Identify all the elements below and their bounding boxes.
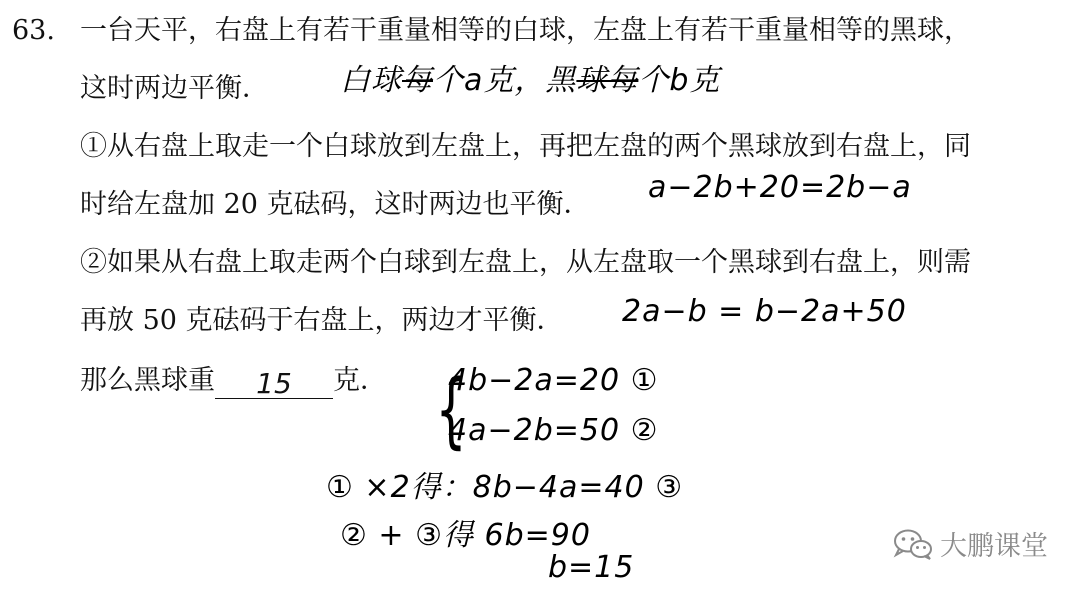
note-struck-1: 每 [402,63,433,98]
problem-line-4: 时给左盘加 20 克砝码，这时两边也平衡． [80,189,591,220]
answer-value: 15 [256,367,292,400]
problem-line-3: ①从右盘上取走一个白球放到左盘上，再把左盘的两个黑球放到右盘上，同 [80,131,971,162]
watermark-text: 大鹏课堂 [940,531,1048,562]
answer-line [80,364,387,399]
handwritten-step-2: ② + ③得 6b=90 [340,518,591,553]
answer-blank [215,368,333,399]
note-struck-2: 球每 [576,63,639,98]
handwritten-system-2: 4a−2b=50 ② [448,413,659,448]
problem-number: 63. [12,15,55,46]
problem-line-5: ②如果从右盘上取走两个白球到左盘上，从左盘取一个黑球到右盘上，则需 [80,247,971,278]
answer-prefix: 那么黑球重 [80,365,215,396]
handwritten-equation-2: 2a−b = b−2a+50 [622,294,907,329]
handwritten-system-1: 4b−2a=20 ① [448,363,659,398]
handwritten-step-3: b=15 [548,550,635,585]
handwritten-equation-1: a−2b+20=2b−a [648,170,912,205]
problem-line-1: 一台天平，右盘上有若干重量相等的白球，左盘上有若干重量相等的黑球， [80,15,971,46]
wechat-icon [892,528,934,560]
problem-line-6: 再放 50 克砝码于右盘上，两边才平衡． [80,305,564,336]
note-part-1: 白球 [340,63,402,98]
note-part-2: 个a克，黑 [433,63,577,98]
answer-suffix: 克． [333,365,387,396]
note-part-3: 个b克 [638,63,721,98]
handwritten-step-1: ① ×2得：8b−4a=40 ③ [326,470,684,505]
problem-line-2: 这时两边平衡． [80,73,269,104]
system-brace: { [435,363,467,458]
watermark [892,524,1048,563]
handwritten-note-1 [340,63,720,99]
